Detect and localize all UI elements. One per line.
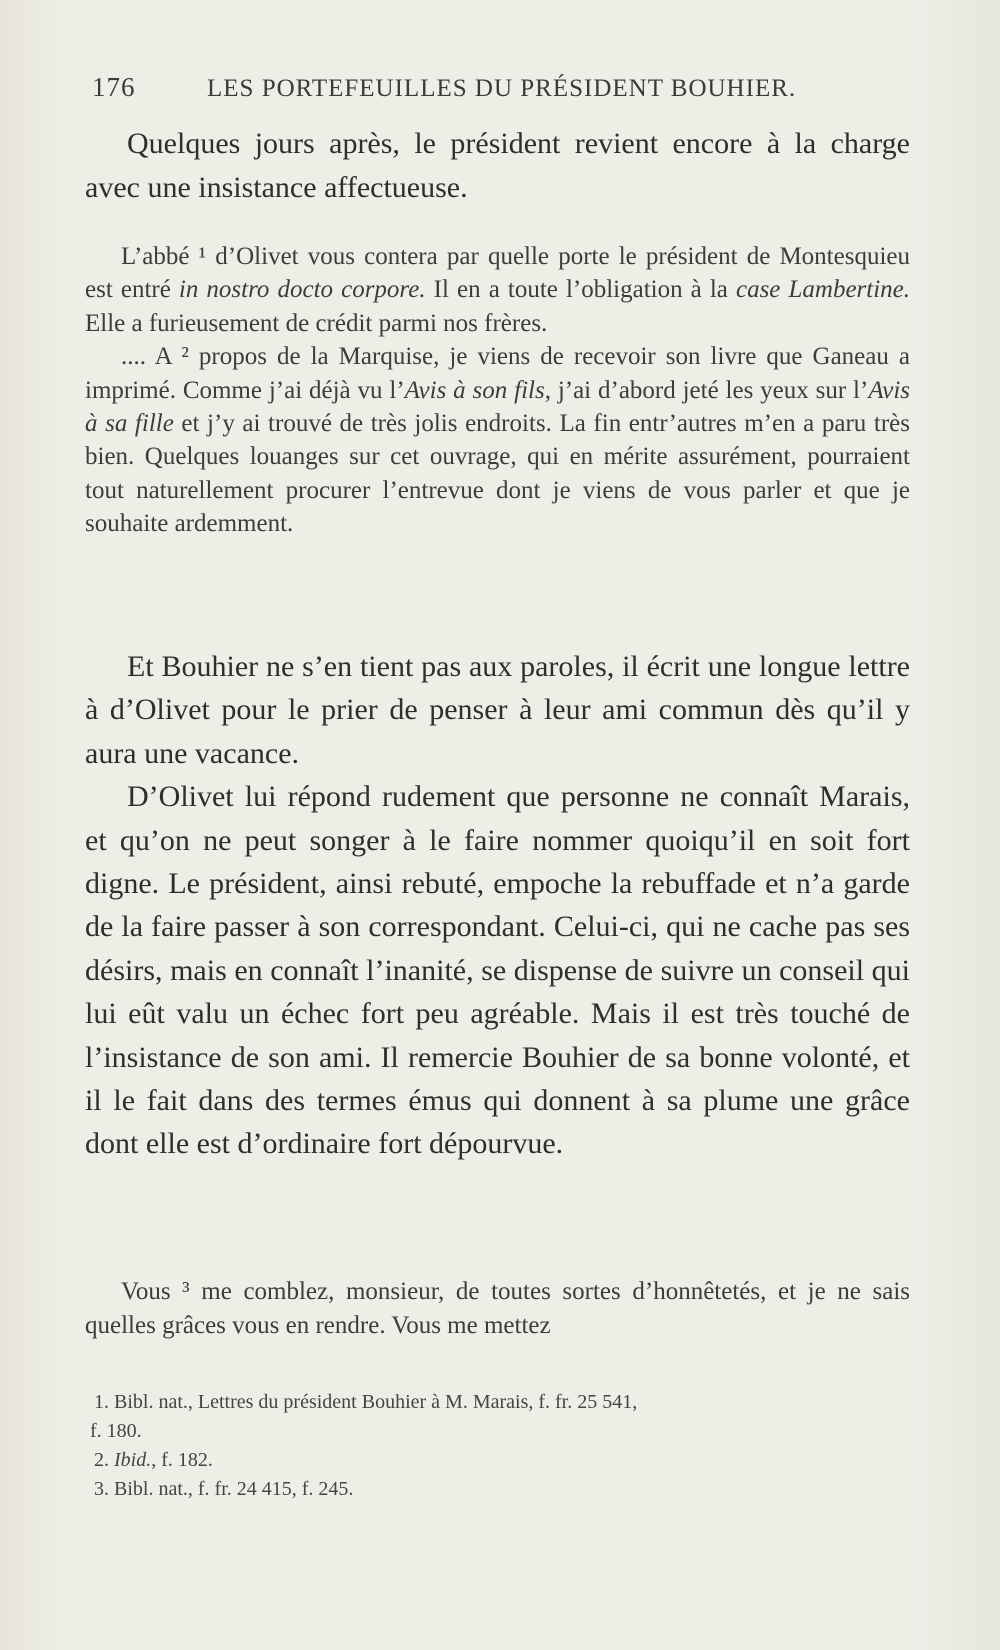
intro-paragraph: Quelques jours après, le président revient encore à la charge avec une insistance affectueuse. — [85, 127, 910, 204]
quoted-letter-2: Vous ³ me comblez, monsieur, de toutes sortes d’honnêtetés, et je ne sais quelles grâces vous en rendre. Vous me mettez — [85, 1278, 910, 1339]
quote2-text-b: j’ai d’abord jeté les yeux sur l’ — [550, 376, 869, 404]
running-header — [92, 72, 882, 103]
footnote-1-continued: f. 180. — [90, 1420, 142, 1442]
body-paragraph-2: D’Olivet lui répond rudement que personne ne connaît Marais, et qu’on ne peut songer à le faire nommer quoiqu’il en soit fort digne. Le président, ainsi rebuté, empoche la rebuffade et n’a garde de la faire passer à son correspondant. Celui-ci, qui ne cache pas ses désirs, mais en connaît l’inanité, se dispense de suivre un conseil qui lui eût valu un échec fort peu agréable. Mais il est très touché de l’insistance de son ami. Il remercie Bouhier de sa bonne volonté, et il le fait dans des termes émus qui donnent à sa plume une grâce dont elle est d’ordinaire fort dépourvue. — [85, 780, 910, 1161]
quote-paragraph-1 — [85, 240, 910, 340]
quote2-italic-2: Avis à sa fille — [85, 376, 910, 438]
page-number: 176 — [92, 72, 136, 102]
quote1-text-b: Il en a toute l’obligation à la — [425, 276, 736, 304]
body-paragraph-1: Et Bouhier ne s’en tient pas aux paroles, il écrit une longue lettre à d’Olivet pour le prier de penser à leur ami commun dès qu’il y aura une vacance. — [85, 650, 910, 770]
quote1-italic-1: in nostro docto corpore. — [178, 276, 426, 304]
body-text — [85, 645, 910, 1166]
quote2-text-c: et j’y ai trouvé de très jolis endroits. La fin entr’autres m’en a paru très bien. Quelques louanges sur cet ouvrage, qui en mérite assurément, pourraient tout naturellement procurer l’entrevue dont je viens de vous parler et que je souhaite ardemment. — [85, 410, 910, 538]
footnote-2-rest: , f. 182. — [151, 1449, 213, 1471]
quote1-text-a: L’abbé ¹ d’Olivet vous contera par quelle porte le président de Montesquieu est entré — [85, 243, 910, 304]
footnote-2 — [90, 1446, 900, 1475]
quote1-text-c: Elle a furieusement de crédit parmi nos frères. — [85, 309, 548, 337]
footnotes — [90, 1388, 900, 1504]
quote2-italic-1: Avis à son fils, — [404, 376, 551, 404]
footnote-2-number: 2. — [94, 1449, 114, 1471]
quote-paragraph-2 — [85, 340, 910, 540]
footnote-1: 1. Bibl. nat., Lettres du président Bouhier à M. Marais, f. fr. 25 541, — [94, 1391, 638, 1413]
quoted-letter-1 — [85, 240, 910, 541]
quote1-italic-2: case Lambertine. — [735, 276, 911, 304]
footnote-2-ibid: Ibid. — [114, 1449, 152, 1471]
running-title: LES PORTEFEUILLES DU PRÉSIDENT BOUHIER. — [207, 75, 797, 102]
footnote-3: 3. Bibl. nat., f. fr. 24 415, f. 245. — [94, 1478, 354, 1500]
quote2-text-a: .... A ² propos de la Marquise, je viens de recevoir son livre que Ganeau a imprimé. Comme j’ai déjà vu l’ — [85, 343, 910, 404]
